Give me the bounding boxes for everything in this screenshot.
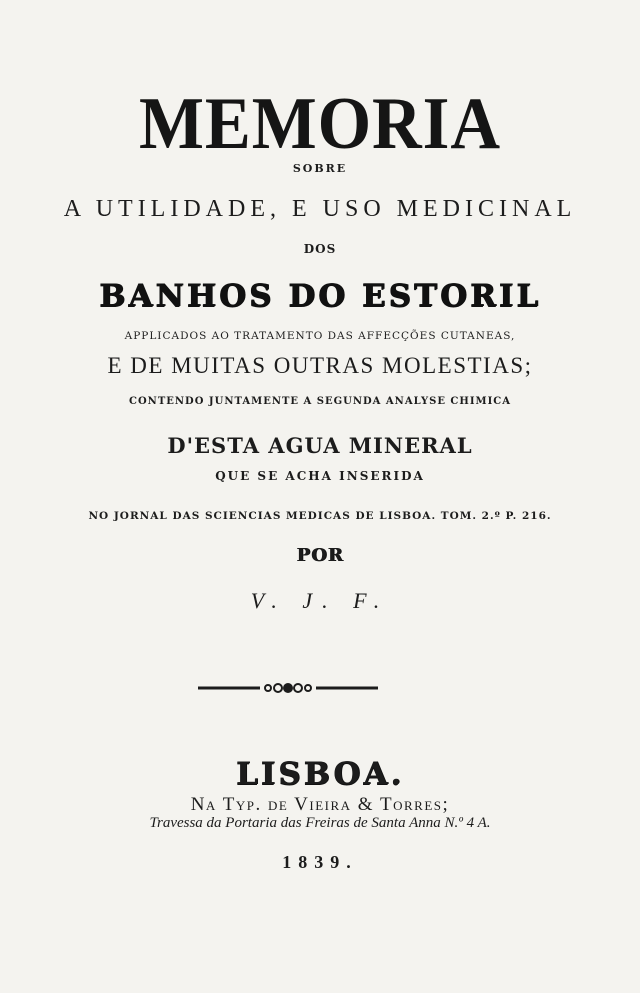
ornamental-rule-icon — [198, 678, 378, 698]
molestias-line: E DE MUITAS OUTRAS MOLESTIAS; — [107, 353, 533, 378]
subject-line: A UTILIDADE, E USO MEDICINAL — [63, 196, 577, 222]
por-label: POR — [296, 545, 344, 566]
imprint-city: LISBOA. — [235, 756, 405, 792]
page-title: MEMORIA — [138, 83, 502, 165]
applicados-line: APPLICADOS AO TRATAMENTO DAS AFFECÇÕES CUTANEAS, — [124, 330, 516, 342]
imprint-year: 1839. — [282, 852, 358, 872]
dos-label: DOS — [303, 242, 337, 256]
inserida-line: QUE SE ACHA INSERIDA — [215, 469, 425, 483]
agua-mineral-heading: D'ESTA AGUA MINERAL — [167, 433, 473, 458]
contendo-line: CONTENDO JUNTAMENTE A SEGUNDA ANALYSE CHIMICA — [129, 396, 511, 407]
banhos-heading: BANHOS DO ESTORIL — [99, 278, 541, 314]
sobre-label: SOBRE — [292, 162, 348, 175]
jornal-reference: NO JORNAL DAS SCIENCIAS MEDICAS DE LISBOA. TOM. 2.º P. 216. — [88, 510, 552, 522]
author-initials: V. J. F. — [250, 588, 390, 613]
imprint-printer: Na Typ. de Vieira & Torres; — [190, 794, 450, 815]
imprint-address: Travessa da Portaria das Freiras de Santa Anna N.º 4 A. — [149, 815, 491, 831]
